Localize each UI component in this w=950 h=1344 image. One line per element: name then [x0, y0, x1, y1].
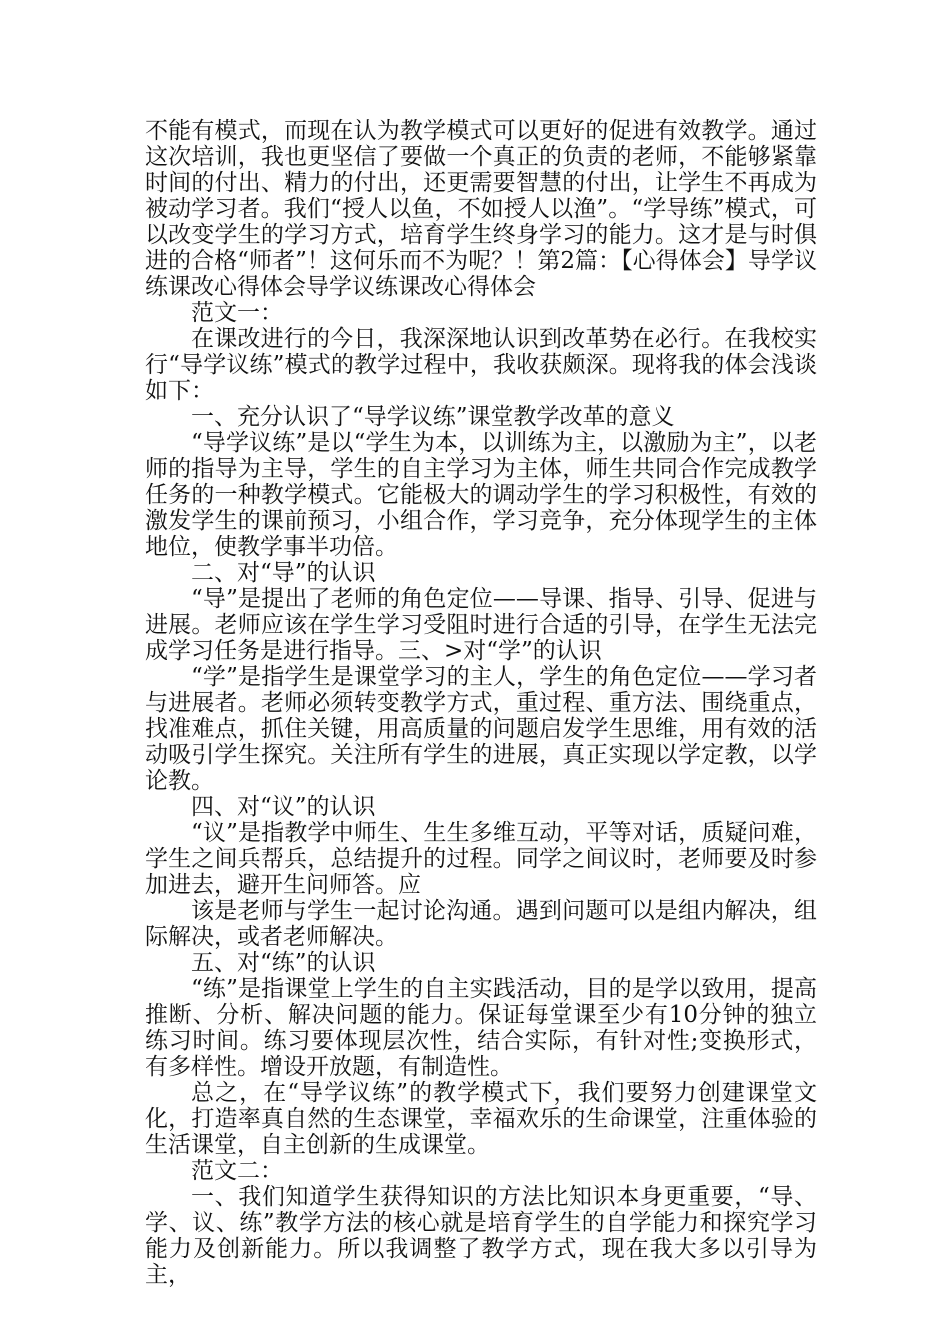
- paragraph-5: 二、对“导”的认识: [191, 560, 376, 586]
- paragraph-4: “导学议练”是以“学生为本，以训练为主，以激励为主”，以老师的指导为主导，学生的自主学习为主体，师生共同合作完成教学任务的一种教学模式。它能极大的调动学生的学习积极性，有效的激发学生的课前预习，小组合作，学习竞争，充分体现学生的主体地位，使教学事半功倍。: [145, 430, 817, 560]
- paragraph-15: 一、我们知道学生获得知识的方法比知识本身更重要，“导、学、议、练”教学方法的核心就是培育学生的自学能力和探究学习能力及创新能力。所以我调整了教学方式，现在我大多以引导为主，: [145, 1184, 817, 1288]
- paragraph-14: 范文二：: [191, 1158, 283, 1184]
- paragraph-8: 四、对“议”的认识: [191, 794, 376, 820]
- paragraph-7: “学”是指学生是课堂学习的主人，学生的角色定位——学习者与进展者。老师必须转变教学方式，重过程、重方法、围绕重点，找准难点，抓住关键，用高质量的问题启发学生思维，用有效的活动吸引学生探究。关注所有学生的进展，真正实现以学定教，以学论教。: [145, 664, 817, 794]
- paragraph-0: 不能有模式，而现在认为教学模式可以更好的促进有效教学。通过这次培训，我也更坚信了要做一个真正的负责的老师，不能够紧靠时间的付出、精力的付出，还更需要智慧的付出，让学生不再成为被动学习者。我们“授人以鱼，不如授人以渔”。“学导练”模式，可以改变学生的学习方式，培育学生终身学习的能力。这才是与时俱进的合格“师者”！这何乐而不为呢？！第2篇：【心得体会】导学议练课改心得体会导学议练课改心得体会: [145, 118, 817, 300]
- paragraph-11: 五、对“练”的认识: [191, 950, 376, 976]
- paragraph-12: “练”是指课堂上学生的自主实践活动，目的是学以致用，提高推断、分析、解决问题的能力。保证每堂课至少有10分钟的独立练习时间。练习要体现层次性，结合实际，有针对性;变换形式，有多样性。增设开放题，有制造性。: [145, 976, 817, 1080]
- paragraph-10: 该是老师与学生一起讨论沟通。遇到问题可以是组内解决，组际解决，或者老师解决。: [145, 898, 817, 950]
- paragraph-6: “导”是提出了老师的角色定位——导课、指导、引导、促进与进展。老师应该在学生学习受阻时进行合适的引导，在学生无法完成学习任务是进行指导。三、>对“学”的认识: [145, 586, 817, 664]
- paragraph-2: 在课改进行的今日，我深深地认识到改革势在必行。在我校实行“导学议练”模式的教学过程中，我收获颇深。现将我的体会浅谈如下：: [145, 326, 817, 404]
- paragraph-3: 一、充分认识了“导学议练”课堂教学改革的意义: [191, 404, 675, 430]
- paragraph-13: 总之，在“导学议练”的教学模式下，我们要努力创建课堂文化，打造率真自然的生态课堂，幸福欢乐的生命课堂，注重体验的生活课堂，自主创新的生成课堂。: [145, 1080, 817, 1158]
- paragraph-1: 范文一：: [191, 300, 283, 326]
- body-text: [145, 118, 817, 1288]
- paragraph-9: “议”是指教学中师生、生生多维互动，平等对话，质疑问难，学生之间兵帮兵，总结提升的过程。同学之间议时，老师要及时参加进去，避开生问师答。应: [145, 820, 817, 898]
